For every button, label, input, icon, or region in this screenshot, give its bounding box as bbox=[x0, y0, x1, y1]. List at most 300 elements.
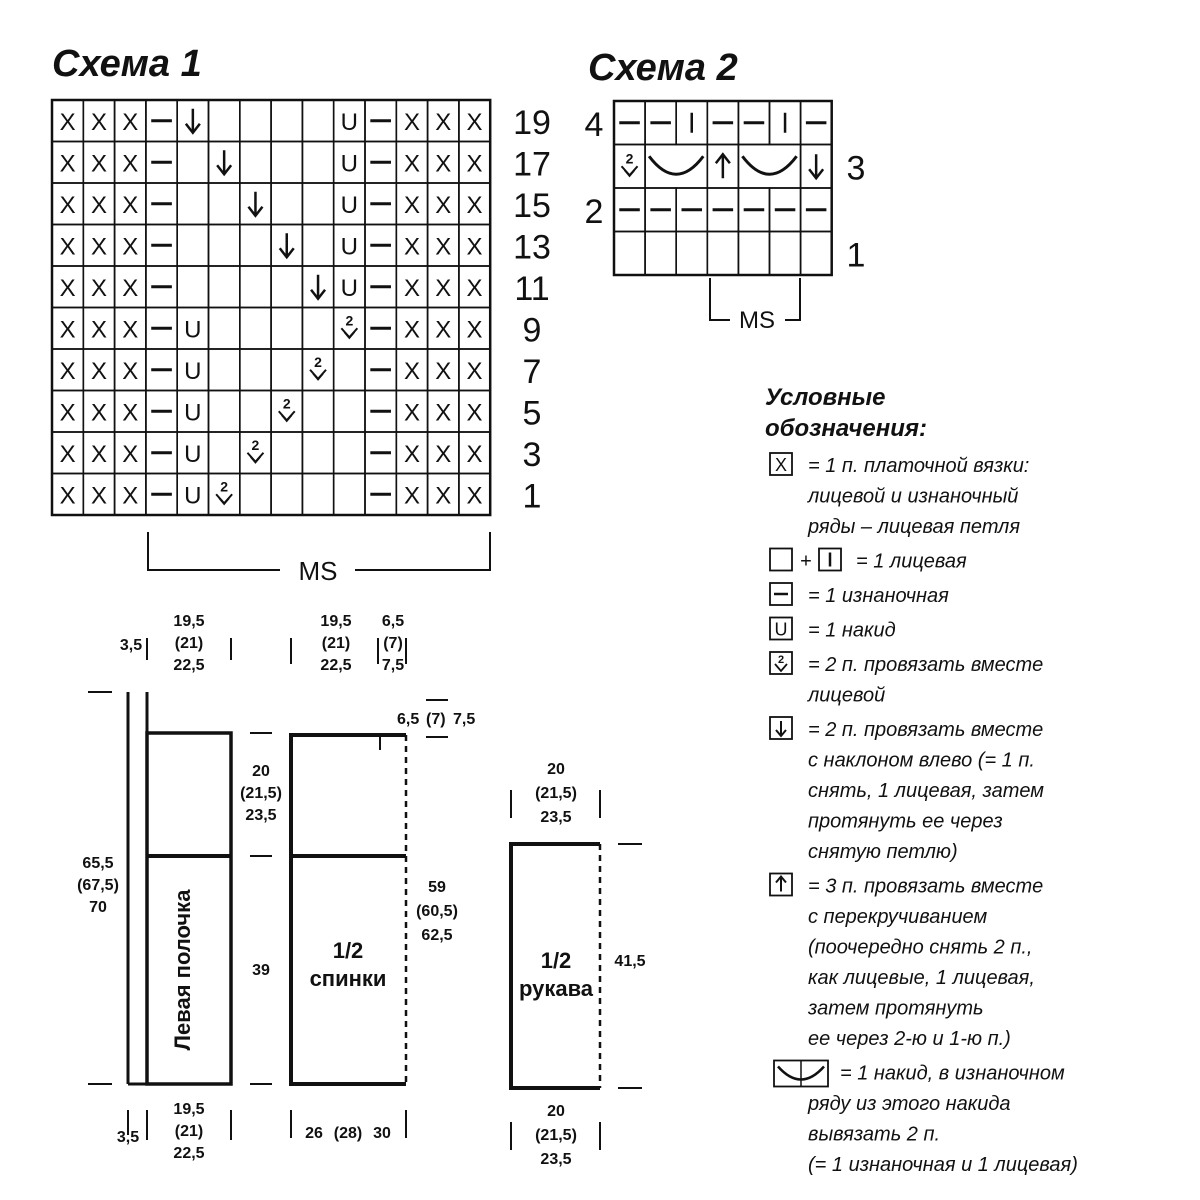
scheme1-row-number: 19 bbox=[513, 103, 551, 142]
sleeve-height: 41,5 bbox=[614, 953, 646, 970]
svg-text:X: X bbox=[774, 455, 788, 475]
scheme2-cell bbox=[676, 232, 707, 276]
scheme1-cell bbox=[240, 266, 271, 308]
x-stitch-icon bbox=[60, 358, 76, 385]
k2tog-icon bbox=[310, 354, 326, 380]
x-stitch-icon bbox=[60, 109, 76, 136]
svg-text:X: X bbox=[90, 274, 107, 302]
double-yo-icon bbox=[774, 1061, 828, 1087]
sleeve-bottom-width-1: 20 bbox=[547, 1103, 565, 1120]
svg-text:X: X bbox=[435, 482, 452, 510]
svg-text:U: U bbox=[340, 191, 359, 219]
svg-text:X: X bbox=[59, 191, 76, 219]
scheme1-cell bbox=[302, 225, 333, 267]
x-stitch-icon bbox=[467, 399, 483, 426]
back-neck-depth-3: 7,5 bbox=[453, 711, 476, 728]
scheme1-cell bbox=[209, 183, 240, 225]
x-stitch-icon bbox=[435, 358, 451, 385]
scheme1-row-number: 5 bbox=[522, 394, 542, 433]
svg-text:X: X bbox=[435, 440, 452, 468]
svg-text:X: X bbox=[466, 440, 483, 468]
scheme1-cell bbox=[302, 474, 333, 516]
svg-text:X: X bbox=[122, 440, 139, 468]
scheme1-row-number: 9 bbox=[522, 311, 542, 350]
yarn-over-icon bbox=[770, 618, 792, 640]
legend-item bbox=[770, 652, 1043, 707]
svg-text:X: X bbox=[59, 482, 76, 510]
svg-text:X: X bbox=[403, 482, 420, 510]
svg-text:X: X bbox=[122, 233, 139, 261]
sleeve-top-width-2: (21,5) bbox=[535, 785, 577, 802]
legend-item-text: протянуть ее через bbox=[808, 810, 1003, 833]
scheme1-cell bbox=[271, 432, 302, 474]
x-stitch-icon bbox=[404, 441, 420, 468]
back-bottom-width-1: 26 bbox=[305, 1125, 323, 1142]
svg-text:X: X bbox=[403, 440, 420, 468]
svg-text:X: X bbox=[90, 399, 107, 427]
x-stitch-icon bbox=[122, 233, 138, 260]
x-stitch-icon bbox=[122, 150, 138, 177]
scheme2-chart bbox=[585, 101, 866, 275]
x-stitch-icon bbox=[435, 316, 451, 343]
scheme1-cell bbox=[302, 391, 333, 433]
back-neck-depth-2: (7) bbox=[426, 711, 446, 728]
scheme1-cell bbox=[271, 183, 302, 225]
svg-text:X: X bbox=[466, 233, 483, 261]
scheme2-row-number: 4 bbox=[584, 105, 604, 144]
front-armhole-3: 23,5 bbox=[245, 807, 277, 824]
scheme2-repeat-bracket bbox=[710, 278, 800, 334]
scheme1-cell bbox=[209, 432, 240, 474]
front-armhole-2: (21,5) bbox=[240, 785, 282, 802]
scheme1-cell bbox=[177, 142, 208, 184]
scheme2-cell bbox=[645, 145, 707, 189]
legend-item bbox=[770, 717, 1044, 863]
x-stitch-icon bbox=[404, 399, 420, 426]
back-top-width-3: 22,5 bbox=[320, 657, 352, 674]
svg-text:X: X bbox=[403, 233, 420, 261]
scheme1-cell bbox=[334, 432, 365, 474]
scheme2-cell bbox=[738, 232, 769, 276]
x-stitch-icon bbox=[467, 150, 483, 177]
svg-text:X: X bbox=[403, 108, 420, 136]
svg-text:X: X bbox=[435, 233, 452, 261]
ssk-arrow-icon bbox=[809, 154, 823, 178]
svg-text:X: X bbox=[59, 399, 76, 427]
legend-item bbox=[770, 583, 949, 607]
legend-item-text: ряду из этого накида bbox=[808, 1093, 1011, 1115]
scheme1-row-number: 11 bbox=[514, 269, 550, 308]
scheme1-cell bbox=[271, 266, 302, 308]
scheme1-row-number: 1 bbox=[522, 477, 542, 516]
svg-text:X: X bbox=[466, 482, 483, 510]
svg-text:X: X bbox=[90, 150, 107, 178]
back-neck-depth-1: 6,5 bbox=[397, 711, 420, 728]
legend-item-text: = 3 п. провязать вместе bbox=[808, 875, 1044, 898]
scheme2-row-number: 1 bbox=[846, 236, 866, 275]
scheme2-row-number: 2 bbox=[584, 192, 604, 231]
scheme1-cell bbox=[240, 142, 271, 184]
legend-item-text: = 2 п. провязать вместе bbox=[808, 719, 1044, 741]
svg-text:X: X bbox=[435, 108, 452, 136]
x-stitch-icon bbox=[467, 441, 483, 468]
scheme1-cell bbox=[177, 225, 208, 267]
purl-cell-icon bbox=[770, 583, 792, 605]
legend-item-text: (= 1 изнаночная и 1 лицевая) bbox=[808, 1154, 1078, 1176]
legend-item-text: снятую петлю) bbox=[808, 841, 958, 863]
scheme1-cell bbox=[302, 183, 333, 225]
x-stitch-icon bbox=[91, 109, 107, 136]
scheme1-cell bbox=[240, 391, 271, 433]
yarn-over-icon bbox=[184, 399, 201, 426]
scheme1-row-number: 13 bbox=[513, 228, 551, 267]
svg-text:X: X bbox=[59, 316, 76, 344]
ssk-icon bbox=[770, 717, 792, 739]
svg-text:X: X bbox=[466, 150, 483, 178]
svg-text:U: U bbox=[184, 482, 202, 510]
scheme1-chart bbox=[52, 100, 551, 515]
x-stitch-icon bbox=[404, 275, 420, 302]
svg-text:X: X bbox=[90, 233, 107, 261]
svg-text:X: X bbox=[122, 482, 139, 510]
x-stitch-icon bbox=[122, 358, 138, 385]
back-neck-width-3: 7,5 bbox=[381, 657, 405, 674]
k3tog-twist-icon bbox=[770, 874, 792, 896]
legend-item-text: с перекручиванием bbox=[808, 906, 988, 928]
scheme1-cell bbox=[209, 100, 240, 142]
legend-item-text: ее через 2-ю и 1-ю п.) bbox=[808, 1028, 1011, 1050]
svg-text:X: X bbox=[466, 316, 483, 344]
scheme1-cell bbox=[177, 266, 208, 308]
x-stitch-icon bbox=[91, 482, 107, 509]
k2tog-icon bbox=[279, 395, 295, 421]
scheme1-cell bbox=[209, 349, 240, 391]
back-height-1: 59 bbox=[428, 879, 446, 896]
x-cell-icon bbox=[770, 453, 792, 475]
x-stitch-icon bbox=[60, 316, 76, 343]
legend-list bbox=[770, 453, 1078, 1176]
scheme2-repeat-label: MS bbox=[739, 307, 775, 334]
svg-text:X: X bbox=[466, 191, 483, 219]
scheme2-title: Схема 2 bbox=[588, 47, 738, 89]
x-stitch-icon bbox=[122, 399, 138, 426]
x-stitch-icon bbox=[60, 233, 76, 260]
sleeve-bottom-width-2: (21,5) bbox=[535, 1127, 577, 1144]
x-stitch-icon bbox=[404, 150, 420, 177]
yarn-over-icon bbox=[184, 482, 201, 509]
x-stitch-icon bbox=[91, 192, 107, 219]
x-stitch-icon bbox=[60, 441, 76, 468]
x-stitch-icon bbox=[91, 441, 107, 468]
scheme2-cell bbox=[801, 232, 832, 276]
svg-text:X: X bbox=[90, 108, 107, 136]
ssk-arrow-icon bbox=[280, 233, 294, 257]
x-stitch-icon bbox=[435, 482, 451, 509]
k2tog-icon bbox=[622, 150, 638, 176]
legend-item-text: снять, 1 лицевая, затем bbox=[808, 780, 1045, 802]
scheme1-cell bbox=[240, 349, 271, 391]
legend-item-text: лицевой bbox=[808, 684, 886, 707]
yarn-over-icon bbox=[184, 441, 201, 468]
legend-item-text: = 1 изнаночная bbox=[808, 585, 949, 607]
scheme1-cell bbox=[271, 100, 302, 142]
front-height-1: 65,5 bbox=[82, 855, 114, 872]
legend-item bbox=[774, 1061, 1078, 1177]
svg-text:X: X bbox=[122, 274, 139, 302]
svg-text:2: 2 bbox=[777, 654, 785, 666]
legend-item-text: лицевой и изнаночный bbox=[808, 485, 1019, 508]
x-stitch-icon bbox=[435, 192, 451, 219]
double-yo-arc-icon bbox=[649, 156, 703, 174]
x-stitch-icon bbox=[467, 316, 483, 343]
x-stitch-icon bbox=[91, 316, 107, 343]
scheme1-cell bbox=[334, 391, 365, 433]
legend-item-text: = 1 п. платочной вязки: bbox=[808, 455, 1030, 477]
x-stitch-icon bbox=[122, 482, 138, 509]
svg-text:U: U bbox=[340, 108, 359, 136]
x-stitch-icon bbox=[60, 399, 76, 426]
svg-text:X: X bbox=[90, 482, 107, 510]
svg-text:X: X bbox=[122, 357, 139, 385]
scheme2-cell bbox=[645, 232, 676, 276]
back-height-3: 62,5 bbox=[421, 927, 453, 944]
scheme1-cell bbox=[302, 100, 333, 142]
front-bottom-width-1: 19,5 bbox=[173, 1101, 205, 1118]
x-stitch-icon bbox=[435, 441, 451, 468]
x-stitch-icon bbox=[404, 482, 420, 509]
svg-text:+: + bbox=[800, 550, 812, 573]
x-stitch-icon bbox=[91, 150, 107, 177]
sleeve-top-width-1: 20 bbox=[547, 761, 565, 778]
x-stitch-icon bbox=[122, 316, 138, 343]
svg-text:U: U bbox=[340, 233, 359, 261]
svg-text:X: X bbox=[59, 440, 76, 468]
scheme1-cell bbox=[209, 308, 240, 350]
scheme1-cell bbox=[334, 474, 365, 516]
sleeve-label-line2: рукава bbox=[518, 976, 594, 1001]
svg-text:U: U bbox=[184, 440, 202, 468]
scheme2-cell bbox=[770, 232, 801, 276]
svg-text:X: X bbox=[90, 316, 107, 344]
front-top-width-3: 22,5 bbox=[173, 657, 205, 674]
svg-text:X: X bbox=[466, 399, 483, 427]
svg-text:X: X bbox=[122, 191, 139, 219]
front-lower-dim: 39 bbox=[252, 962, 270, 979]
k2tog-icon bbox=[341, 312, 357, 338]
svg-text:X: X bbox=[59, 274, 76, 302]
k2tog-icon bbox=[247, 437, 263, 463]
scheme1-cell bbox=[334, 349, 365, 391]
svg-text:U: U bbox=[184, 357, 202, 385]
back-neck-width-1: 6,5 bbox=[381, 613, 405, 630]
scheme2-row-number: 3 bbox=[846, 149, 866, 188]
svg-text:X: X bbox=[122, 316, 139, 344]
legend-item-text: затем протянуть bbox=[808, 997, 984, 1020]
svg-text:X: X bbox=[122, 399, 139, 427]
scheme2-cell bbox=[707, 232, 738, 276]
ssk-arrow-icon bbox=[248, 192, 262, 216]
scheme1-repeat-label: MS bbox=[298, 556, 338, 586]
legend-item-text: с наклоном влево (= 1 п. bbox=[808, 749, 1035, 772]
legend-item bbox=[770, 549, 967, 573]
legend-item-text: ряды – лицевая петля bbox=[808, 516, 1021, 538]
back-bottom-width-3: 30 bbox=[373, 1125, 391, 1142]
legend-item bbox=[770, 874, 1043, 1051]
front-top-width-1: 19,5 bbox=[173, 613, 205, 630]
x-stitch-icon bbox=[91, 233, 107, 260]
svg-text:X: X bbox=[59, 357, 76, 385]
legend-item-text: = 1 лицевая bbox=[856, 550, 967, 573]
yarn-over-icon bbox=[341, 233, 358, 260]
k3tog-arrow-icon bbox=[716, 154, 730, 178]
legend-item-text: = 1 накид bbox=[808, 619, 896, 642]
svg-text:X: X bbox=[403, 150, 420, 178]
x-stitch-icon bbox=[122, 109, 138, 136]
svg-text:X: X bbox=[435, 399, 452, 427]
sleeve-label-line1: 1/2 bbox=[540, 948, 572, 973]
yarn-over-icon bbox=[184, 316, 201, 343]
svg-text:X: X bbox=[403, 357, 420, 385]
scheme1-cell bbox=[302, 308, 333, 350]
k2tog-icon bbox=[770, 652, 792, 674]
double-yo-arc-icon bbox=[742, 156, 796, 174]
scheme1-cell bbox=[271, 349, 302, 391]
back-label-line1: 1/2 bbox=[332, 938, 364, 963]
x-stitch-icon bbox=[435, 109, 451, 136]
back-top-width-2: (21) bbox=[321, 635, 351, 652]
x-stitch-icon bbox=[467, 482, 483, 509]
x-stitch-icon bbox=[435, 150, 451, 177]
scheme1-row-number: 15 bbox=[513, 186, 551, 225]
x-stitch-icon bbox=[91, 358, 107, 385]
front-left-bottom-dim: 3,5 bbox=[116, 1129, 140, 1146]
back-top-width-1: 19,5 bbox=[320, 613, 352, 630]
svg-text:X: X bbox=[466, 357, 483, 385]
front-bottom-width-2: (21) bbox=[174, 1123, 204, 1140]
legend-item bbox=[770, 618, 896, 642]
svg-text:X: X bbox=[90, 440, 107, 468]
x-stitch-icon bbox=[467, 109, 483, 136]
scheme1-title: Схема 1 bbox=[52, 43, 202, 85]
scheme1-cell bbox=[240, 474, 271, 516]
x-stitch-icon bbox=[435, 275, 451, 302]
scheme1-cell bbox=[302, 142, 333, 184]
scheme1-cell bbox=[209, 391, 240, 433]
front-piece bbox=[77, 613, 282, 1162]
front-bottom-width-3: 22,5 bbox=[173, 1145, 205, 1162]
yarn-over-icon bbox=[341, 150, 358, 177]
svg-text:X: X bbox=[122, 108, 139, 136]
svg-text:X: X bbox=[403, 399, 420, 427]
front-top-width-2: (21) bbox=[174, 635, 204, 652]
back-height-2: (60,5) bbox=[416, 903, 458, 920]
scheme2-cell bbox=[738, 145, 800, 189]
svg-text:U: U bbox=[184, 316, 202, 344]
legend-item-text: = 1 накид, в изнаночном bbox=[840, 1062, 1065, 1085]
x-stitch-icon bbox=[91, 399, 107, 426]
back-label-line2: спинки bbox=[309, 966, 387, 991]
scheme1-cell bbox=[240, 308, 271, 350]
x-stitch-icon bbox=[91, 275, 107, 302]
x-stitch-icon bbox=[435, 399, 451, 426]
svg-text:U: U bbox=[184, 399, 202, 427]
front-left-top-dim: 3,5 bbox=[119, 637, 143, 654]
ssk-arrow-icon bbox=[186, 109, 200, 133]
svg-text:U: U bbox=[340, 150, 359, 178]
scheme1-cell bbox=[240, 100, 271, 142]
legend-item-text: вывязать 2 п. bbox=[808, 1123, 941, 1146]
svg-text:U: U bbox=[340, 274, 359, 302]
x-stitch-icon bbox=[404, 109, 420, 136]
x-stitch-icon bbox=[60, 482, 76, 509]
knit-cell-icon bbox=[770, 549, 841, 573]
legend-item bbox=[770, 453, 1029, 538]
yarn-over-icon bbox=[341, 109, 358, 136]
yarn-over-icon bbox=[341, 192, 358, 219]
front-height-3: 70 bbox=[89, 899, 107, 916]
scheme1-cell bbox=[271, 308, 302, 350]
scheme1-cell bbox=[240, 225, 271, 267]
svg-text:X: X bbox=[466, 108, 483, 136]
x-stitch-icon bbox=[467, 275, 483, 302]
scheme1-cell bbox=[302, 432, 333, 474]
yarn-over-icon bbox=[341, 275, 358, 302]
scheme2-cell bbox=[614, 232, 645, 276]
yarn-over-icon bbox=[184, 358, 201, 385]
svg-text:X: X bbox=[403, 274, 420, 302]
sleeve-top-width-3: 23,5 bbox=[540, 809, 572, 826]
svg-text:X: X bbox=[435, 274, 452, 302]
legend-item-text: как лицевые, 1 лицевая, bbox=[808, 967, 1035, 989]
svg-text:X: X bbox=[90, 191, 107, 219]
front-label: Левая полочка bbox=[170, 889, 195, 1051]
back-piece bbox=[291, 613, 475, 1142]
svg-text:X: X bbox=[59, 150, 76, 178]
svg-text:X: X bbox=[435, 150, 452, 178]
legend-heading-line2: обозначения: bbox=[765, 415, 927, 442]
svg-text:X: X bbox=[435, 316, 452, 344]
ssk-arrow-icon bbox=[217, 150, 231, 174]
scheme1-row-number: 17 bbox=[513, 145, 551, 184]
x-stitch-icon bbox=[60, 275, 76, 302]
svg-text:X: X bbox=[435, 357, 452, 385]
x-stitch-icon bbox=[404, 233, 420, 260]
svg-text:X: X bbox=[403, 191, 420, 219]
svg-text:X: X bbox=[90, 357, 107, 385]
back-neck-width-2: (7) bbox=[383, 635, 403, 652]
scheme1-repeat-bracket bbox=[148, 532, 490, 586]
x-stitch-icon bbox=[467, 358, 483, 385]
svg-text:X: X bbox=[59, 108, 76, 136]
svg-text:X: X bbox=[122, 150, 139, 178]
ssk-arrow-icon bbox=[311, 275, 325, 299]
sleeve-bottom-width-3: 23,5 bbox=[540, 1151, 572, 1168]
x-stitch-icon bbox=[467, 192, 483, 219]
k2tog-icon bbox=[216, 478, 232, 504]
legend-item-text: = 2 п. провязать вместе bbox=[808, 654, 1044, 676]
scheme1-cell bbox=[177, 183, 208, 225]
scheme1-cell bbox=[271, 474, 302, 516]
front-height-2: (67,5) bbox=[77, 877, 119, 894]
x-stitch-icon bbox=[122, 275, 138, 302]
x-stitch-icon bbox=[467, 233, 483, 260]
front-armhole-1: 20 bbox=[252, 763, 270, 780]
svg-text:U: U bbox=[774, 619, 788, 640]
sleeve-piece bbox=[511, 761, 646, 1168]
x-stitch-icon bbox=[404, 316, 420, 343]
svg-text:X: X bbox=[59, 233, 76, 261]
legend-item-text: (поочередно снять 2 п., bbox=[808, 936, 1033, 959]
